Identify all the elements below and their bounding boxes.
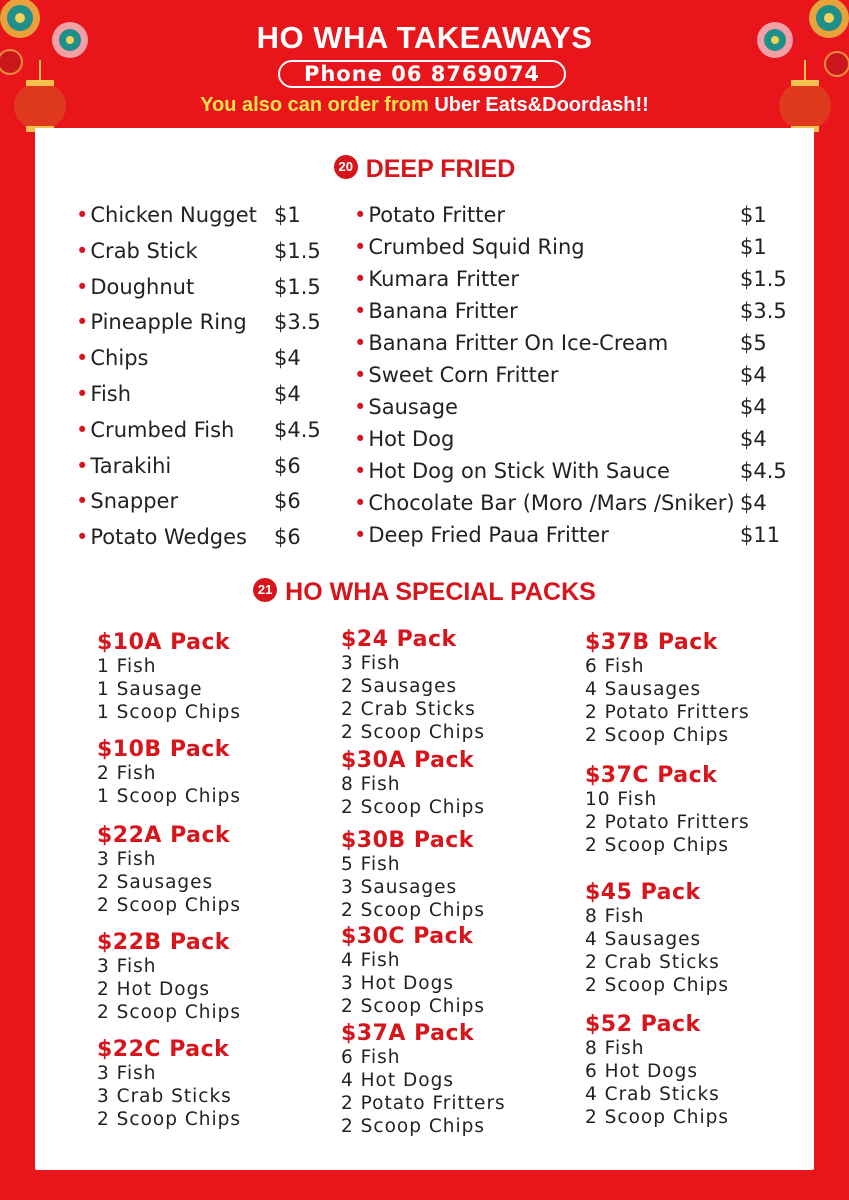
menu-item-name: Doughnut (90, 274, 195, 299)
bullet-icon: • (354, 523, 367, 547)
menu-item-name: Sweet Corn Fritter (368, 363, 559, 387)
menu-item (354, 203, 505, 227)
pack-title: $22C Pack (97, 1037, 230, 1062)
pack-item: 4 Sausages (585, 929, 702, 950)
menu-item-name: Deep Fried Paua Fritter (368, 523, 609, 547)
pack-card (97, 630, 337, 724)
menu-item (76, 203, 257, 227)
pack-title: $37B Pack (585, 630, 718, 655)
bullet-icon: • (354, 427, 367, 451)
bullet-icon: • (76, 346, 89, 371)
pack-item: 4 Hot Dogs (341, 1070, 454, 1091)
menu-item (354, 427, 454, 451)
pack-item: 6 Hot Dogs (585, 1061, 698, 1082)
pack-item: 2 Scoop Chips (97, 895, 241, 916)
pack-item: 2 Crab Sticks (341, 699, 476, 720)
order-prefix: You also can order from (200, 94, 435, 116)
pack-item: 3 Hot Dogs (341, 973, 454, 994)
pack-title: $30A Pack (341, 748, 475, 773)
pack-card (341, 924, 581, 1018)
bullet-icon: • (354, 203, 367, 227)
menu-item-name: Potato Wedges (90, 525, 247, 550)
menu-item-price: $4 (274, 382, 301, 406)
bullet-icon: • (76, 203, 89, 227)
bullet-icon: • (354, 363, 367, 387)
pack-item: 2 Sausages (341, 676, 458, 697)
pack-item: 1 Scoop Chips (97, 702, 241, 723)
pack-item: 5 Fish (341, 854, 401, 875)
menu-item (76, 525, 247, 549)
menu-item-name: Chips (90, 346, 149, 371)
menu-item (354, 459, 670, 483)
menu-item-name: Pineapple Ring (90, 310, 247, 335)
menu-item-price: $6 (274, 453, 301, 478)
menu-item-price: $1.5 (274, 274, 321, 299)
menu-item-price: $1 (274, 203, 301, 227)
page-title: HO WHA TAKEAWAYS (256, 20, 593, 55)
menu-item-price: $6 (274, 525, 301, 550)
pack-title: $30C Pack (341, 924, 474, 949)
menu-item (76, 382, 131, 406)
pack-item: 2 Sausages (97, 872, 214, 893)
pack-item: 2 Scoop Chips (341, 722, 485, 743)
menu-item-price: $1.5 (274, 238, 321, 263)
menu-item-name: Chocolate Bar (Moro /Mars /Sniker) (368, 491, 735, 515)
pack-title: $22B Pack (97, 930, 230, 955)
pack-card (97, 930, 337, 1024)
pack-title: $45 Pack (585, 880, 701, 905)
pack-title: $37C Pack (585, 763, 718, 788)
pack-item: 2 Scoop Chips (97, 1109, 241, 1130)
menu-item-price: $3.5 (274, 310, 321, 335)
menu-item (76, 239, 198, 263)
menu-item (76, 275, 194, 299)
pack-item: 3 Fish (97, 849, 157, 870)
pack-item: 8 Fish (585, 906, 645, 927)
menu-item-price: $5 (740, 331, 767, 355)
menu-item-price: $4.5 (274, 417, 321, 442)
menu-item (76, 346, 148, 370)
pack-item: 8 Fish (585, 1038, 645, 1059)
special-packs-title: HO WHA SPECIAL PACKS (285, 578, 596, 606)
menu-item-price: $4 (740, 363, 767, 387)
pack-card (585, 880, 825, 997)
section-number-badge: 20 (334, 155, 358, 179)
menu-item-name: Kumara Fritter (368, 267, 519, 291)
menu-item-name: Banana Fritter On Ice-Cream (368, 331, 669, 355)
pack-item: 1 Sausage (97, 679, 203, 700)
pack-title: $10B Pack (97, 737, 230, 762)
pack-item: 4 Fish (341, 950, 401, 971)
menu-item-price: $6 (274, 489, 301, 514)
pack-item: 3 Sausages (341, 877, 458, 898)
bullet-icon: • (354, 235, 367, 259)
pack-item: 2 Scoop Chips (585, 835, 729, 856)
phone-badge: Phone 06 8769074 (278, 60, 566, 88)
pack-item: 4 Crab Sticks (585, 1084, 720, 1105)
pack-item: 2 Scoop Chips (341, 900, 485, 921)
menu-item-price: $1 (740, 203, 767, 227)
order-note (0, 94, 849, 117)
pack-title: $10A Pack (97, 630, 231, 655)
menu-item-name: Chicken Nugget (90, 203, 257, 227)
deep-fried-title: DEEP FRIED (365, 155, 516, 183)
pack-item: 3 Fish (97, 956, 157, 977)
menu-item (354, 235, 585, 259)
pack-item: 2 Scoop Chips (585, 1107, 729, 1128)
pack-item: 2 Fish (97, 763, 157, 784)
special-packs-heading (0, 578, 849, 607)
menu-item-name: Hot Dog (368, 427, 455, 451)
pack-card (585, 1012, 825, 1129)
menu-item (354, 395, 458, 419)
menu-item (354, 331, 668, 355)
menu-item-name: Crab Stick (90, 238, 198, 263)
menu-item-price: $4 (740, 427, 767, 451)
menu-item (354, 523, 609, 547)
pack-card (97, 1037, 337, 1131)
menu-item (354, 267, 519, 291)
pack-item: 2 Potato Fritters (585, 812, 750, 833)
menu-item (76, 418, 234, 442)
pack-item: 1 Scoop Chips (97, 786, 241, 807)
menu-item (76, 310, 247, 334)
pack-item: 10 Fish (585, 789, 658, 810)
menu-item-name: Crumbed Squid Ring (368, 235, 585, 259)
menu-item (354, 299, 518, 323)
menu-item-name: Potato Fritter (368, 203, 506, 227)
menu-item-price: $4 (274, 346, 301, 371)
bullet-icon: • (76, 310, 89, 335)
menu-item-price: $4.5 (740, 459, 787, 483)
pack-card (585, 763, 825, 857)
pack-item: 2 Scoop Chips (341, 996, 485, 1017)
menu-item-price: $3.5 (740, 299, 787, 323)
menu-item-name: Sausage (368, 395, 458, 419)
bullet-icon: • (76, 525, 89, 550)
pack-item: 3 Crab Sticks (97, 1086, 232, 1107)
bullet-icon: • (354, 459, 367, 483)
menu-item-name: Snapper (90, 489, 179, 514)
pack-item: 6 Fish (585, 656, 645, 677)
menu-item-name: Tarakihi (90, 453, 172, 478)
bullet-icon: • (354, 491, 367, 515)
pack-item: 2 Hot Dogs (97, 979, 210, 1000)
pack-item: 6 Fish (341, 1047, 401, 1068)
pack-item: 8 Fish (341, 774, 401, 795)
bullet-icon: • (76, 453, 89, 478)
bullet-icon: • (354, 267, 367, 291)
bullet-icon: • (76, 274, 89, 299)
order-services: Uber Eats&Doordash!! (434, 94, 649, 116)
pack-item: 2 Scoop Chips (341, 797, 485, 818)
menu-item (354, 363, 558, 387)
pack-card (97, 737, 337, 808)
bullet-icon: • (76, 489, 89, 514)
menu-item (76, 454, 171, 478)
pack-title: $30B Pack (341, 828, 474, 853)
bullet-icon: • (354, 331, 367, 355)
pack-title: $52 Pack (585, 1012, 701, 1037)
pack-card (341, 748, 581, 819)
pack-card (341, 1021, 581, 1138)
section-number-badge: 21 (253, 578, 277, 602)
menu-item (76, 489, 178, 513)
menu-item-name: Crumbed Fish (90, 417, 235, 442)
bullet-icon: • (76, 238, 89, 263)
pack-title: $22A Pack (97, 823, 231, 848)
pack-item: 2 Crab Sticks (585, 952, 720, 973)
pack-item: 2 Scoop Chips (341, 1116, 485, 1137)
pack-card (341, 627, 581, 744)
menu-item-name: Hot Dog on Stick With Sauce (368, 459, 670, 483)
pack-item: 3 Fish (97, 1063, 157, 1084)
pack-item: 2 Scoop Chips (97, 1002, 241, 1023)
pack-item: 2 Potato Fritters (585, 702, 750, 723)
bullet-icon: • (76, 382, 89, 406)
menu-item-price: $4 (740, 395, 767, 419)
header (0, 0, 849, 130)
pack-card (341, 828, 581, 922)
pack-item: 3 Fish (341, 653, 401, 674)
pack-card (585, 630, 825, 747)
bullet-icon: • (76, 417, 89, 442)
pack-item: 1 Fish (97, 656, 157, 677)
menu-item-price: $1.5 (740, 267, 787, 291)
pack-item: 2 Potato Fritters (341, 1093, 506, 1114)
menu-item (354, 491, 735, 515)
pack-item: 2 Scoop Chips (585, 725, 729, 746)
pack-title: $24 Pack (341, 627, 457, 652)
menu-item-price: $1 (740, 235, 767, 259)
pack-card (97, 823, 337, 917)
menu-item-price: $11 (740, 523, 781, 547)
pack-title: $37A Pack (341, 1021, 475, 1046)
menu-item-name: Banana Fritter (368, 299, 518, 323)
menu-item-price: $4 (740, 491, 767, 515)
bullet-icon: • (354, 299, 367, 323)
pack-item: 4 Sausages (585, 679, 702, 700)
bullet-icon: • (354, 395, 367, 419)
pack-item: 2 Scoop Chips (585, 975, 729, 996)
menu-item-name: Fish (90, 382, 132, 406)
deep-fried-heading (0, 155, 849, 184)
